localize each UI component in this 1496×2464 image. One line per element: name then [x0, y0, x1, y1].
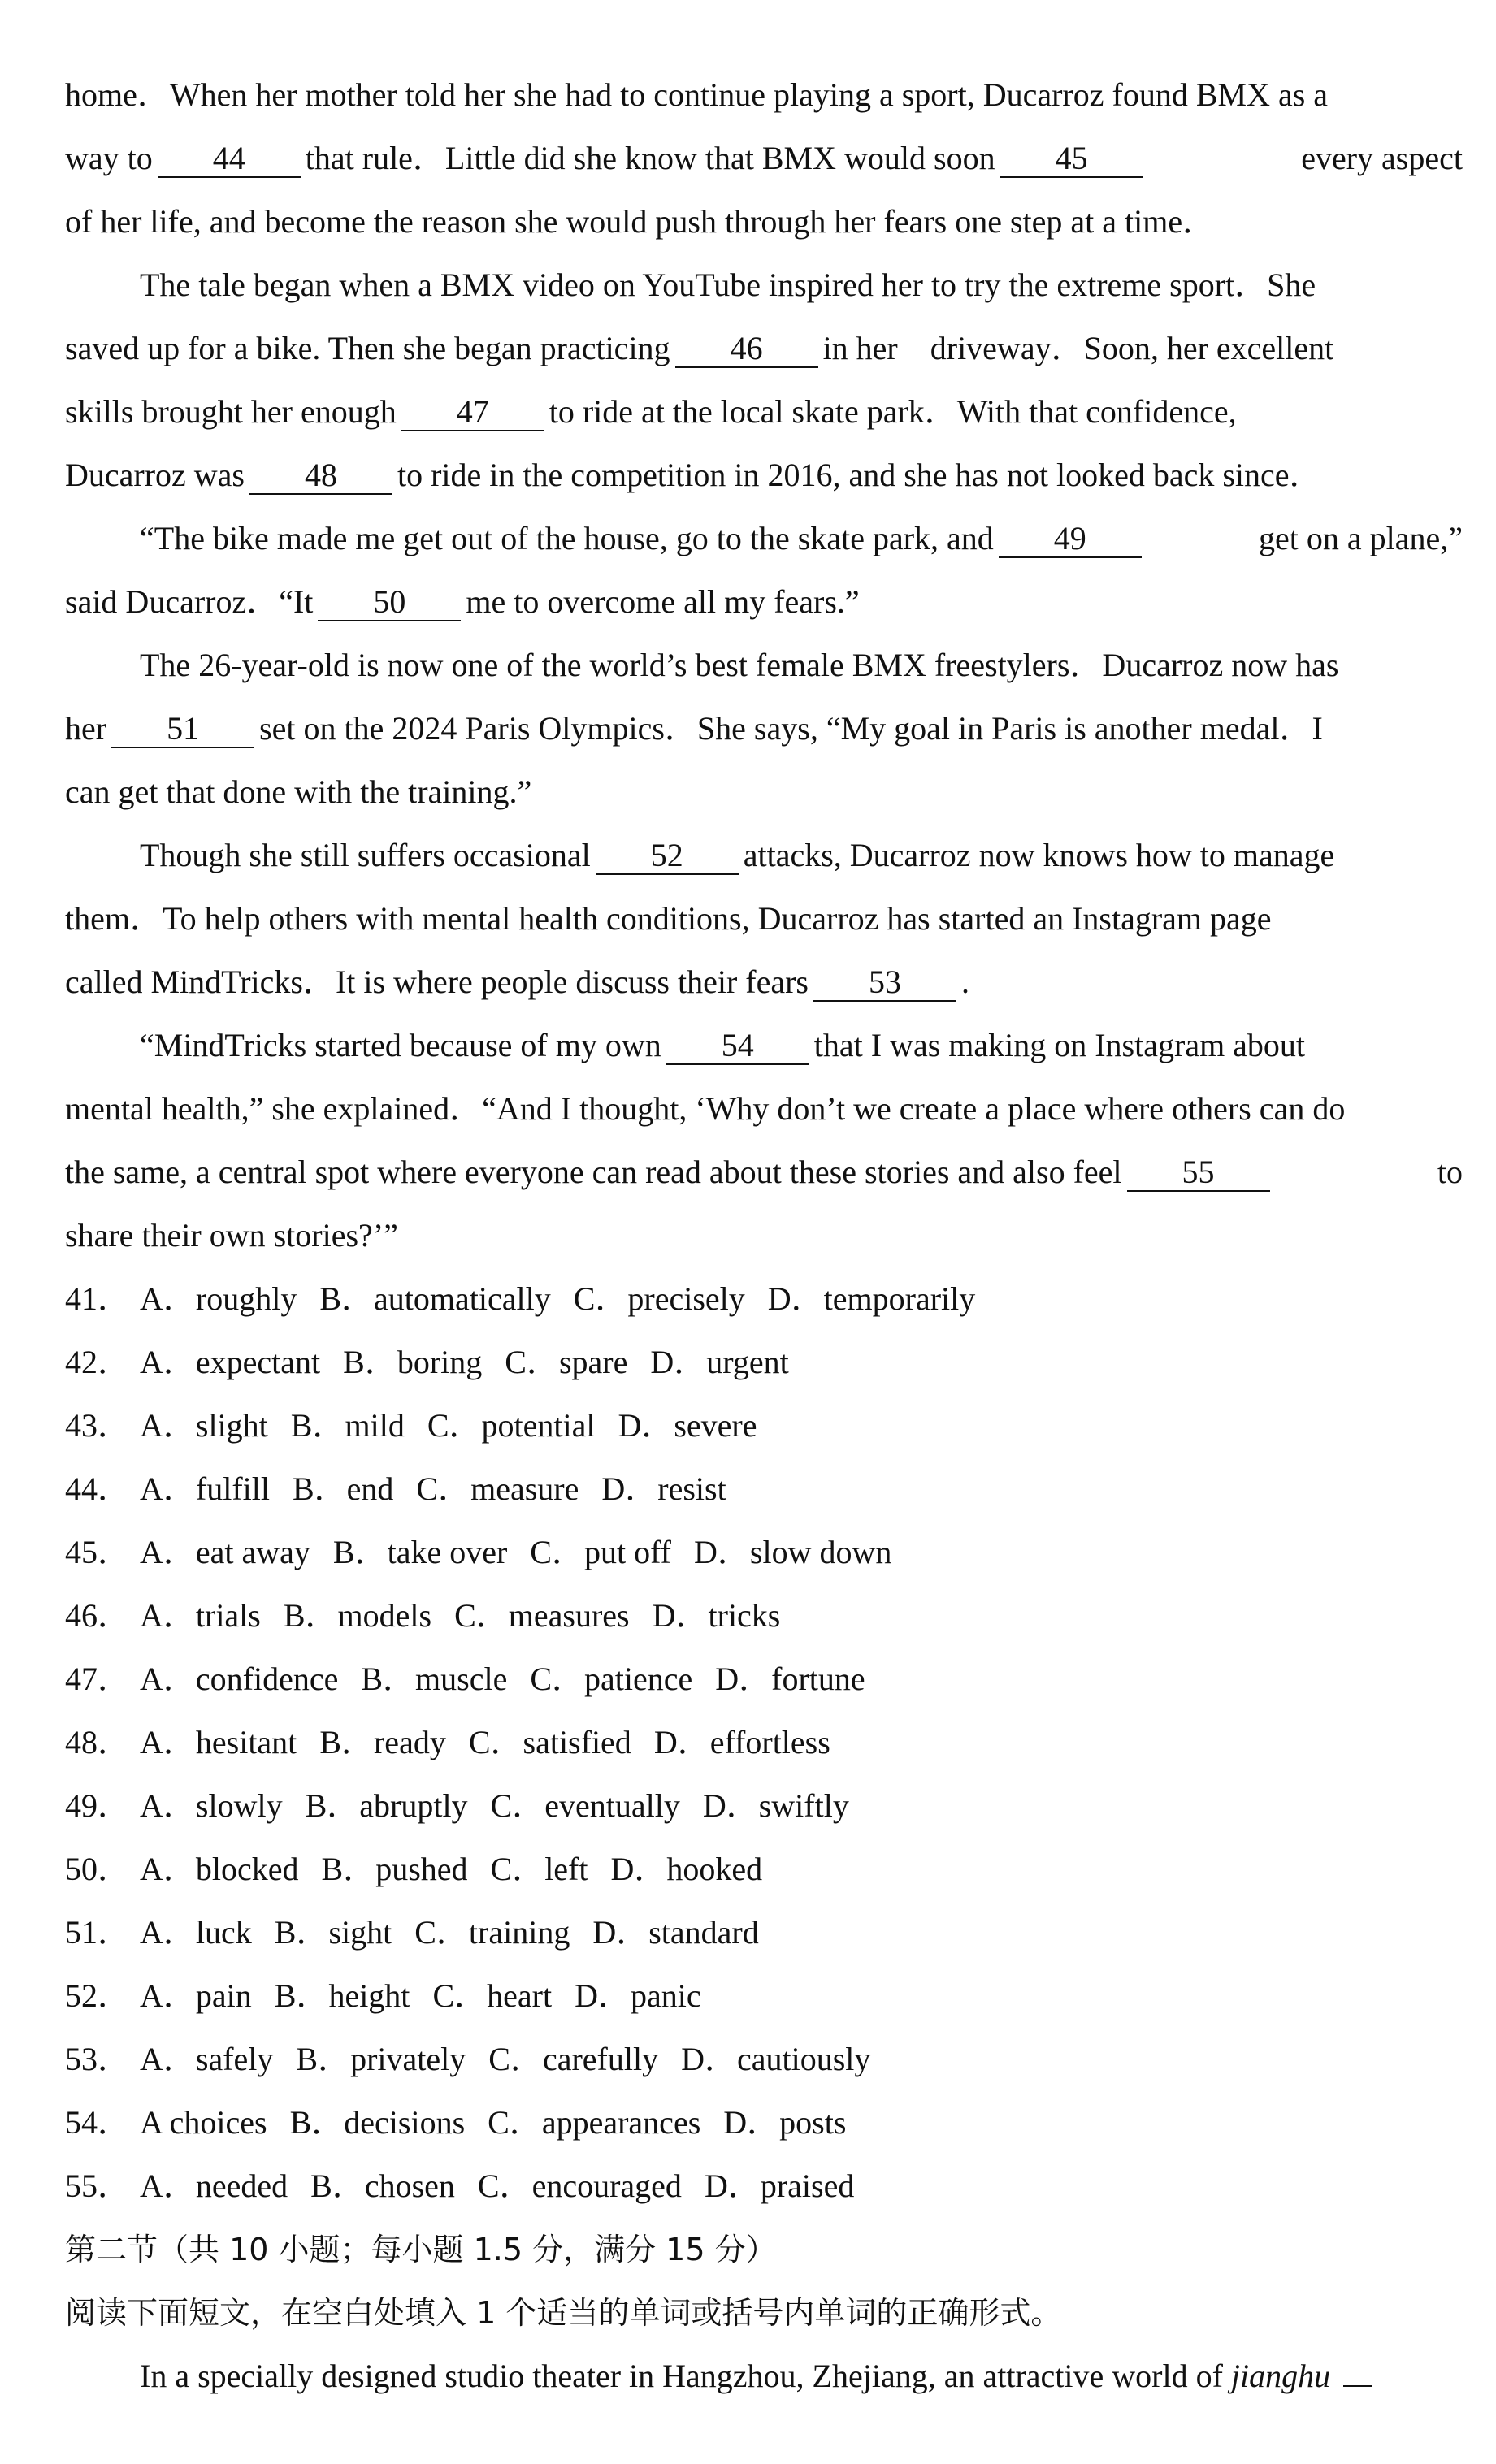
question-55: [65, 2154, 1463, 2218]
passage-line: [65, 1077, 1463, 1141]
question-44: [65, 1457, 1463, 1521]
question-48: [65, 1711, 1463, 1774]
option-a: A．safely: [140, 2041, 274, 2077]
option-c: C．measures: [454, 1597, 630, 1634]
blank-45: 45: [1000, 142, 1143, 178]
blank-47: 47: [401, 396, 544, 431]
passage-text: The 26-year-old is now one of the world’s best female BMX freestylers．Ducarroz now has: [140, 647, 1339, 683]
passage-text: them．To help others with mental health conditions, Ducarroz has started an Instagram page: [65, 900, 1272, 937]
passage-line: [65, 127, 1463, 190]
option-a: A．confidence: [140, 1661, 339, 1697]
blank-51: 51: [111, 712, 254, 748]
question-number: 50．: [65, 1851, 130, 1887]
passage-text: set on the 2024 Paris Olympics．She says, “My goal in Paris is another medal．I: [259, 710, 1323, 747]
question-45: [65, 1521, 1463, 1584]
question-54: [65, 2091, 1463, 2154]
blank-49: 49: [999, 522, 1142, 558]
option-b: B．ready: [319, 1724, 446, 1760]
passage-line: [65, 253, 1463, 317]
passage-line: [65, 1014, 1463, 1077]
option-b: B．pushed: [321, 1851, 468, 1887]
passage-text: to ride in the competition in 2016, and she has not looked back since．: [397, 457, 1322, 493]
blank-54: 54: [666, 1029, 809, 1065]
question-51: [65, 1901, 1463, 1964]
passage-line: [65, 951, 1463, 1014]
question-42: [65, 1331, 1463, 1394]
question-number: 47．: [65, 1661, 130, 1697]
option-b: B．mild: [290, 1407, 405, 1444]
option-d: D．cautiously: [681, 2041, 871, 2077]
passage-text: Ducarroz was: [65, 457, 245, 493]
option-b: B．end: [292, 1470, 394, 1507]
passage-line: [65, 887, 1463, 951]
section-heading: 第二节（共 10 小题；每小题 1.5 分，满分 15 分）: [65, 2232, 777, 2267]
passage-text: to ride at the local skate park．With that confidence,: [549, 393, 1237, 430]
question-47: [65, 1648, 1463, 1711]
blank-44: 44: [158, 142, 301, 178]
passage-text: home．When her mother told her she had to continue playing a sport, Ducarroz found BMX as a: [65, 76, 1329, 113]
passage-text: The tale began when a BMX video on YouTube inspired her to try the extreme sport．She: [140, 266, 1316, 303]
option-c: C．satisfied: [468, 1724, 631, 1760]
option-d: D．fortune: [715, 1661, 865, 1697]
option-a: A．blocked: [140, 1851, 299, 1887]
passage-line: [65, 570, 1463, 634]
passage-line: [65, 824, 1463, 887]
option-a: A．hesitant: [140, 1724, 297, 1760]
passage-line: [65, 444, 1463, 507]
passage-text: in her driveway．Soon, her excellent: [822, 330, 1334, 366]
question-50: [65, 1838, 1463, 1901]
blank-48: 48: [249, 459, 392, 495]
passage-line: [65, 190, 1463, 253]
option-b: B．automatically: [319, 1280, 551, 1317]
question-number: 54．: [65, 2104, 130, 2141]
option-d: D．posts: [723, 2104, 847, 2141]
option-c: C．appearances: [488, 2104, 701, 2141]
question-number: 46．: [65, 1597, 130, 1634]
question-number: 45．: [65, 1534, 130, 1570]
question-number: 44．: [65, 1470, 130, 1507]
passage-text: me to overcome all my fears.”: [466, 583, 860, 620]
option-a: A．slowly: [140, 1787, 283, 1824]
option-d: D．temporarily: [767, 1280, 976, 1317]
option-a: A．slight: [140, 1407, 268, 1444]
passage-line: [65, 1204, 1463, 1267]
question-number: 48．: [65, 1724, 130, 1760]
section-instruction: 阅读下面短文，在空白处填入 1 个适当的单词或括号内单词的正确形式。: [65, 2295, 1062, 2331]
passage-text: Though she still suffers occasional: [140, 837, 591, 873]
option-c: C．precisely: [573, 1280, 745, 1317]
option-b: B．models: [283, 1597, 432, 1634]
option-c: C．carefully: [488, 2041, 659, 2077]
passage-text: way to: [65, 140, 153, 176]
option-a: A．trials: [140, 1597, 261, 1634]
option-d: D．resist: [601, 1470, 726, 1507]
option-c: C．spare: [505, 1344, 628, 1380]
option-d: D．hooked: [610, 1851, 763, 1887]
option-d: D．tricks: [652, 1597, 781, 1634]
option-d: D．panic: [575, 1977, 701, 2014]
question-41: [65, 1267, 1463, 1331]
option-b: B．chosen: [310, 2167, 455, 2204]
option-b: B．boring: [343, 1344, 483, 1380]
passage-text: every aspect: [1301, 140, 1463, 176]
option-c: C．left: [490, 1851, 588, 1887]
option-a: A．roughly: [140, 1280, 297, 1317]
passage-text: saved up for a bike. Then she began practicing: [65, 330, 670, 366]
option-c: C．training: [414, 1914, 570, 1951]
option-a: A．expectant: [140, 1344, 321, 1380]
question-number: 49．: [65, 1787, 130, 1824]
option-d: D．urgent: [650, 1344, 789, 1380]
passage-line: [65, 697, 1463, 760]
blank-55: 55: [1127, 1156, 1270, 1192]
option-d: D．praised: [704, 2167, 855, 2204]
option-a: A choices: [140, 2104, 267, 2141]
passage-text: share their own stories?’”: [65, 1217, 398, 1254]
option-d: D．effortless: [653, 1724, 830, 1760]
question-number: 52．: [65, 1977, 130, 2014]
passage-text: of her life, and become the reason she would push through her fears one step at a time．: [65, 203, 1216, 240]
passage-line: [65, 380, 1463, 444]
option-b: B．height: [274, 1977, 410, 2014]
passage-text: the same, a central spot where everyone can read about these stories and also feel: [65, 1154, 1122, 1190]
question-list: [65, 1267, 1463, 2218]
question-52: [65, 1964, 1463, 2028]
passage-text: can get that done with the training.”: [65, 773, 532, 810]
passage-text: “MindTricks started because of my own: [140, 1027, 661, 1063]
option-d: D．slow down: [694, 1534, 892, 1570]
option-c: C．eventually: [490, 1787, 680, 1824]
question-number: 51．: [65, 1914, 130, 1951]
passage-line: [65, 634, 1463, 697]
option-a: A．luck: [140, 1914, 252, 1951]
blank-50: 50: [318, 586, 461, 621]
option-c: C．potential: [427, 1407, 596, 1444]
option-b: B．muscle: [361, 1661, 508, 1697]
passage-line: [65, 1141, 1463, 1204]
option-a: A．fulfill: [140, 1470, 270, 1507]
question-number: 55．: [65, 2167, 130, 2204]
passage-text: mental health,” she explained．“And I thought, ‘Why don’t we create a place where others can do: [65, 1090, 1346, 1127]
blank-46: 46: [675, 332, 818, 368]
option-a: A．eat away: [140, 1534, 310, 1570]
question-46: [65, 1584, 1463, 1648]
option-c: C．patience: [530, 1661, 693, 1697]
passage-text: said Ducarroz．“It: [65, 583, 314, 620]
option-b: B．decisions: [289, 2104, 466, 2141]
passage-text: that rule．Little did she know that BMX would soon: [305, 140, 995, 176]
option-b: B．take over: [332, 1534, 508, 1570]
option-b: B．privately: [296, 2041, 466, 2077]
passage-line: [65, 760, 1463, 824]
blank-tail: [1343, 2353, 1372, 2387]
blank-53: 53: [813, 966, 956, 1002]
option-c: C．encouraged: [477, 2167, 682, 2204]
passage-text-italic: jianghu: [1230, 2358, 1331, 2394]
option-d: D．standard: [592, 1914, 759, 1951]
question-49: [65, 1774, 1463, 1838]
question-number: 41．: [65, 1280, 130, 1317]
passage-line: [65, 2345, 1463, 2408]
passage-text: that I was making on Instagram about: [813, 1027, 1306, 1063]
passage-line: [65, 507, 1463, 570]
option-a: A．needed: [140, 2167, 288, 2204]
option-d: D．severe: [618, 1407, 757, 1444]
passage-line: [65, 317, 1463, 380]
option-d: D．swiftly: [702, 1787, 849, 1824]
option-b: B．sight: [274, 1914, 392, 1951]
passage-text: .: [960, 964, 969, 1000]
question-43: [65, 1394, 1463, 1457]
passage-text: called MindTricks．It is where people discuss their fears: [65, 964, 809, 1000]
passage-text: get on a plane,”: [1259, 520, 1463, 556]
passage-line: [65, 63, 1463, 127]
passage-text: to: [1437, 1154, 1463, 1190]
passage-text: skills brought her enough: [65, 393, 397, 430]
passage-text: “The bike made me get out of the house, go to the skate park, and: [140, 520, 994, 556]
exam-page: [65, 63, 1463, 2408]
question-number: 42．: [65, 1344, 130, 1380]
blank-52: 52: [596, 839, 739, 875]
question-number: 53．: [65, 2041, 130, 2077]
question-53: [65, 2028, 1463, 2091]
option-c: C．measure: [416, 1470, 579, 1507]
question-number: 43．: [65, 1407, 130, 1444]
option-a: A．pain: [140, 1977, 252, 2014]
option-c: C．heart: [432, 1977, 553, 2014]
option-c: C．put off: [530, 1534, 671, 1570]
passage-text: her: [65, 710, 107, 747]
option-b: B．abruptly: [305, 1787, 468, 1824]
passage-text: attacks, Ducarroz now knows how to manage: [743, 837, 1335, 873]
passage-text: In a specially designed studio theater in Hangzhou, Zhejiang, an attractive world of: [140, 2358, 1223, 2394]
